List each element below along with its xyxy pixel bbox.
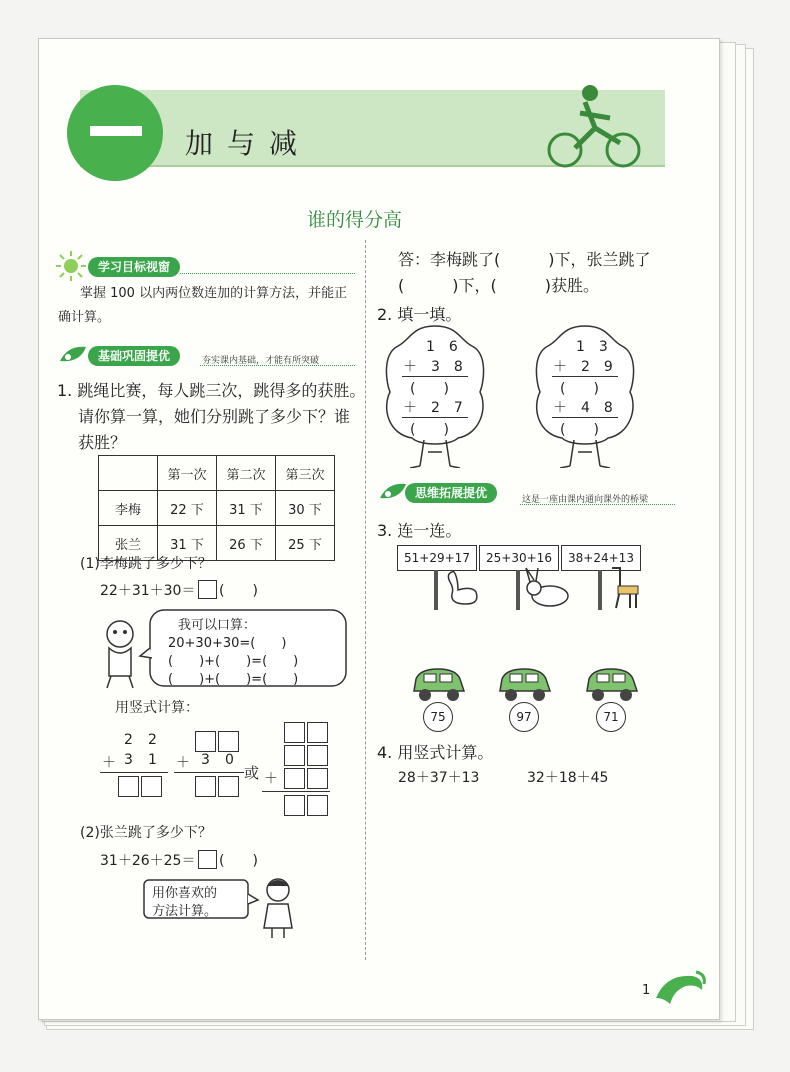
- q1-line1: 1. 跳绳比赛，每人跳三次，跳得多的获胜。: [57, 381, 366, 400]
- basic-underline: [200, 365, 355, 366]
- vertical-line: [174, 772, 244, 773]
- answer-box[interactable]: [218, 731, 239, 752]
- answer-box[interactable]: [284, 722, 305, 743]
- monkey-icon: [97, 618, 143, 690]
- table-cell: 26 下: [217, 526, 276, 561]
- digit: 1: [148, 752, 157, 768]
- leaf-icon: [58, 343, 88, 365]
- sign-expression[interactable]: 38+24+13: [561, 545, 641, 571]
- table-header: 第二次: [217, 456, 276, 491]
- answer-line1: 答：李梅跳了( )下，张兰跳了: [398, 250, 651, 269]
- table-cell: 31 下: [158, 526, 217, 561]
- girl-text: 方法计算。: [152, 904, 218, 919]
- digit: 2: [124, 732, 133, 748]
- q4-title: 4. 用竖式计算。: [377, 743, 494, 762]
- q3-title: 3. 连一连。: [377, 521, 462, 540]
- extend-label: 思维拓展提优: [405, 483, 497, 503]
- tree1-row: 1 6: [426, 339, 458, 355]
- sun-icon: [55, 250, 87, 282]
- goal-text: 掌握 100 以内两位数连加的计算方法，并能正: [80, 286, 348, 301]
- answer-box[interactable]: [141, 776, 162, 797]
- answer-circle[interactable]: 71: [596, 702, 626, 732]
- car-icon: [410, 665, 468, 703]
- plus-sign: ＋: [102, 755, 116, 771]
- column-divider: [365, 240, 366, 960]
- sign-post: [434, 570, 438, 610]
- q4-expr1: 28＋37＋13: [398, 770, 480, 786]
- table-cell: 30 下: [276, 491, 335, 526]
- vertical-line: [402, 376, 468, 377]
- leaf-icon: [378, 480, 408, 502]
- answer-box[interactable]: [198, 850, 217, 869]
- vertical-line: [552, 376, 618, 377]
- basic-tagline: 夯实课内基础，才能有所突破: [202, 356, 320, 366]
- answer-box[interactable]: [284, 745, 305, 766]
- tree2-row: 1 3: [576, 339, 608, 355]
- tree2-row: ＋ 4 8: [553, 400, 613, 416]
- digit: 3: [124, 752, 133, 768]
- score-table: [98, 455, 335, 561]
- answer-box[interactable]: [195, 731, 216, 752]
- answer-box[interactable]: [198, 580, 217, 599]
- q1-line3: 获胜？: [78, 433, 127, 452]
- tree2-row[interactable]: ( ): [560, 422, 599, 438]
- sign-expression[interactable]: 51+29+17: [397, 545, 477, 571]
- q1-part2: (2)张兰跳了多少下？: [80, 825, 212, 841]
- vertical-line: [100, 772, 168, 773]
- q1-part1: (1)李梅跳了多少下？: [80, 556, 212, 572]
- answer-line2: ( )下，( )获胜。: [398, 276, 599, 295]
- goal-underline: [180, 273, 355, 274]
- plus-sign: ＋: [264, 771, 278, 787]
- vertical-line: [552, 417, 618, 418]
- car-icon: [496, 665, 554, 703]
- tree1-row: ＋ 2 7: [403, 400, 463, 416]
- table-cell: 25 下: [276, 526, 335, 561]
- chapter-banner: [40, 68, 680, 188]
- page-number: 1: [642, 983, 651, 998]
- bubble-line2: ( )+( )=( ): [168, 654, 299, 669]
- answer-box[interactable]: [307, 795, 328, 816]
- table-cell: 张兰: [99, 526, 158, 561]
- table-row: [99, 491, 335, 526]
- q1-line2: 请你算一算，她们分别跳了多少下？谁: [78, 407, 351, 426]
- q2-title: 2. 填一填。: [377, 305, 462, 324]
- tree2-row[interactable]: ( ): [560, 381, 599, 397]
- answer-paren[interactable]: ( ): [219, 583, 258, 599]
- plus-sign: ＋: [176, 755, 190, 771]
- answer-box[interactable]: [218, 776, 239, 797]
- car-icon: [583, 665, 641, 703]
- answer-circle[interactable]: 97: [509, 702, 539, 732]
- answer-box[interactable]: [307, 768, 328, 789]
- extend-tagline: 这是一座由课内通向课外的桥梁: [522, 495, 649, 505]
- basic-label: 基础巩固提优: [88, 346, 180, 366]
- answer-paren[interactable]: ( ): [219, 853, 258, 869]
- digit: 0: [225, 752, 234, 768]
- girl-text: 用你喜欢的: [152, 886, 218, 901]
- q1-expr2: 31＋26＋25＝: [100, 853, 196, 869]
- or-text: 或: [244, 764, 260, 782]
- sign-post: [516, 570, 520, 610]
- vertical-label: 用竖式计算：: [115, 700, 199, 716]
- answer-box[interactable]: [284, 795, 305, 816]
- rabbit-icon: [524, 566, 572, 608]
- table-header: 第一次: [158, 456, 217, 491]
- digit: 3: [201, 752, 210, 768]
- q4-expr2: 32＋18＋45: [527, 770, 609, 786]
- sign-expression[interactable]: 25+30+16: [479, 545, 559, 571]
- tree2-row: ＋ 2 9: [553, 359, 613, 375]
- digit: 2: [148, 732, 157, 748]
- q1-expr1: 22＋31＋30＝: [100, 583, 196, 599]
- sign-post: [598, 570, 602, 610]
- giraffe-icon: [606, 564, 640, 610]
- goal-label: 学习目标视窗: [88, 257, 180, 277]
- chapter-title: 加与减: [185, 127, 312, 160]
- tree1-row[interactable]: ( ): [410, 381, 449, 397]
- bubble-line3: ( )+( )=( ): [168, 672, 299, 687]
- table-header-row: [99, 456, 335, 491]
- answer-box[interactable]: [307, 722, 328, 743]
- lesson-title: 谁的得分高: [307, 209, 403, 231]
- girl-icon: [258, 876, 298, 940]
- bubble-line1: 20+30+30=( ): [168, 636, 287, 651]
- dolphin-icon: [652, 968, 708, 1008]
- goose-icon: [442, 568, 482, 608]
- answer-box[interactable]: [284, 768, 305, 789]
- goal-text: 确计算。: [58, 310, 111, 325]
- table-cell: [99, 456, 158, 491]
- answer-circle[interactable]: 75: [423, 702, 453, 732]
- answer-box[interactable]: [195, 776, 216, 797]
- tree1-row: ＋ 3 8: [403, 359, 463, 375]
- table-cell: 22 下: [158, 491, 217, 526]
- table-cell: 李梅: [99, 491, 158, 526]
- extend-underline: [520, 504, 675, 505]
- answer-box[interactable]: [307, 745, 328, 766]
- table-cell: 31 下: [217, 491, 276, 526]
- bubble-title: 我可以口算：: [178, 618, 257, 633]
- answer-box[interactable]: [118, 776, 139, 797]
- table-header: 第三次: [276, 456, 335, 491]
- vertical-line: [402, 417, 468, 418]
- vertical-line: [262, 791, 330, 792]
- tree1-row[interactable]: ( ): [410, 422, 449, 438]
